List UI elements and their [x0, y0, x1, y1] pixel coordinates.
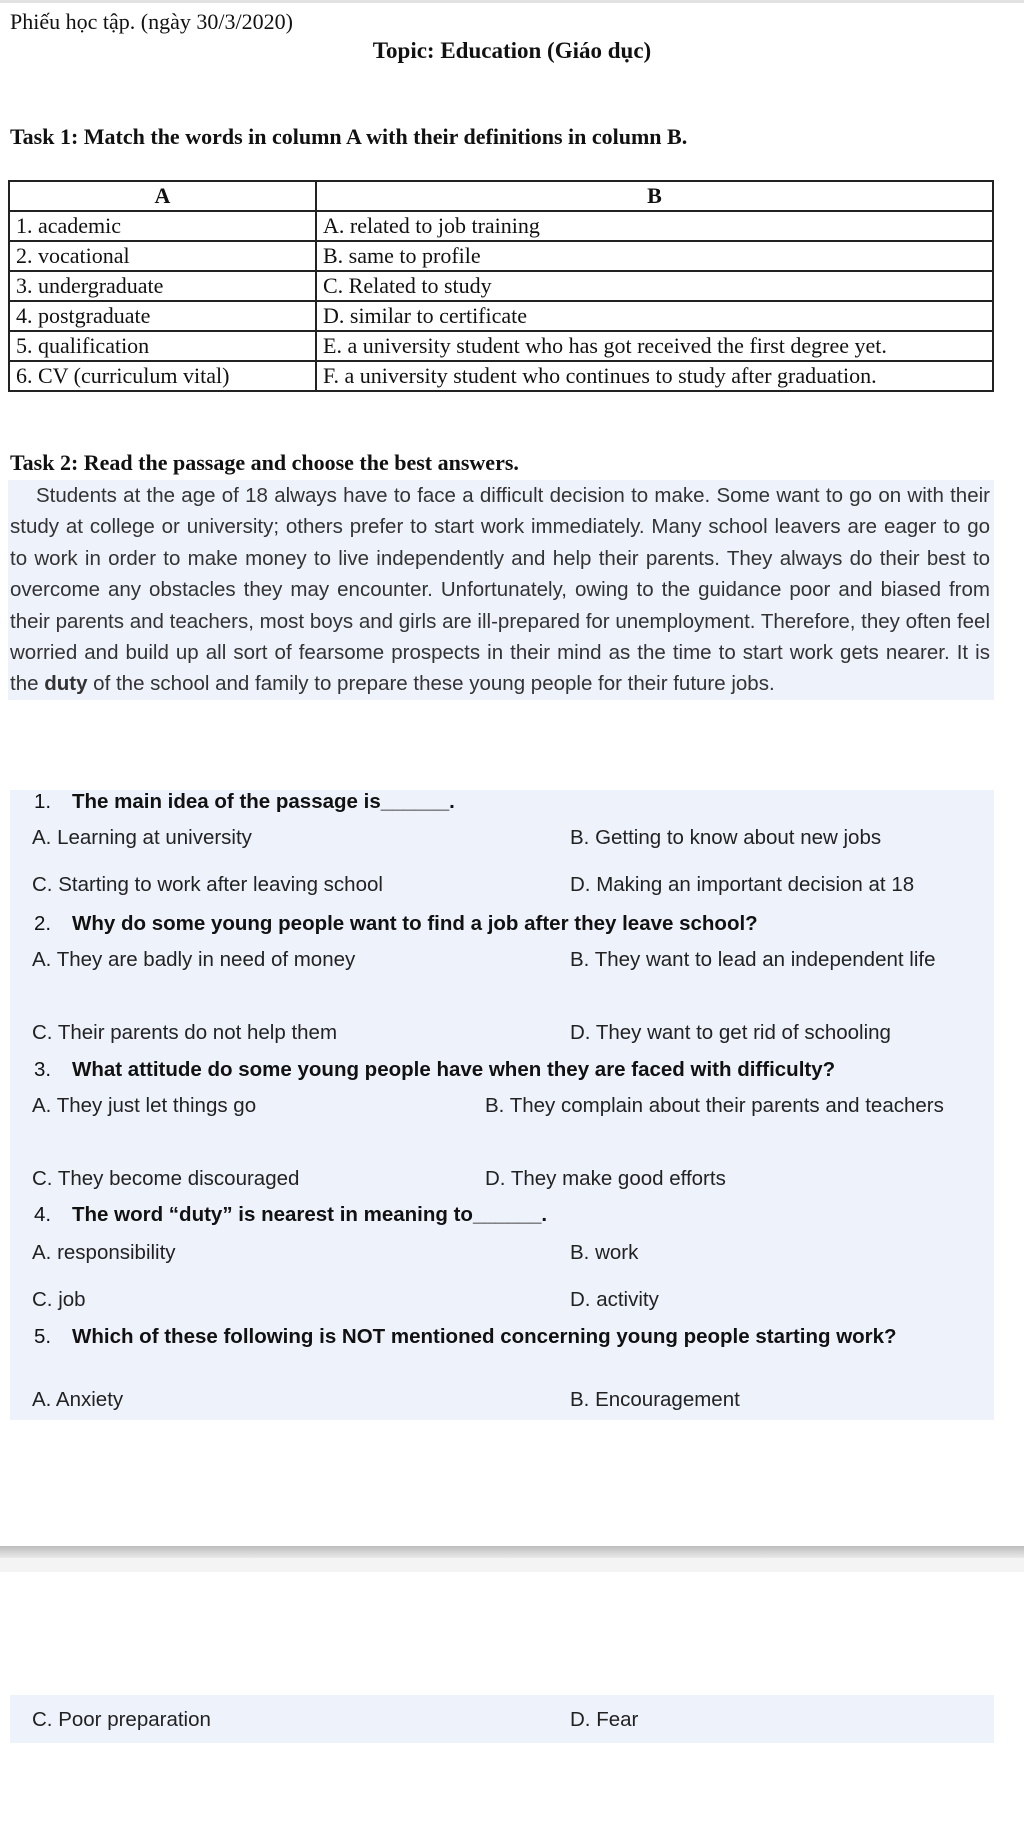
- definition-cell: D. similar to certificate: [316, 301, 993, 331]
- page-break-shadow: [0, 1558, 1024, 1572]
- question-text: Which of these following is NOT mentioned concerning young people starting work?: [72, 1325, 897, 1348]
- definition-cell: B. same to profile: [316, 241, 993, 271]
- word-cell: 2. vocational: [9, 241, 316, 271]
- question-number: 1.: [34, 790, 52, 813]
- task2-heading: Task 2: Read the passage and choose the best answers.: [10, 450, 519, 475]
- question-3: [34, 1058, 954, 1082]
- definition-cell: F. a university student who continues to study after graduation.: [316, 361, 993, 391]
- table-row: [9, 271, 993, 301]
- question-text: Why do some young people want to find a job after they leave school?: [72, 912, 758, 935]
- option-a: A. Anxiety: [32, 1388, 124, 1411]
- definition-cell: A. related to job training: [316, 211, 993, 241]
- option-c: C. Their parents do not help them: [32, 1021, 338, 1044]
- question-2: [34, 912, 954, 936]
- option-a: A. They are badly in need of money: [32, 948, 356, 971]
- option-c: C. Poor preparation: [32, 1708, 211, 1731]
- question-1: [34, 790, 954, 814]
- option-d: D. activity: [570, 1288, 659, 1311]
- questions-section: [10, 790, 994, 1420]
- worksheet-title: Phiếu học tập. (ngày 30/3/2020): [10, 9, 293, 34]
- option-d: D. They make good efforts: [485, 1167, 726, 1190]
- question-4: [34, 1203, 954, 1227]
- passage-text: Students at the age of 18 always have to face a difficult decision to make. Some want to go on with their study at college or university; others prefer to start work immediately. Many school leavers are eager to go to work in order to make money to live independently and help their parents. They always do their best to overcome any obstacles they may encounter. Unfortunately, owing to the guidance poor and biased from their parents and teachers, most boys and girls are ill-prepared for unemployment. Therefore, they often feel worried and build up all sort of fearsome prospects in their mind as the time to start work gets nearer. It is the: [10, 484, 990, 696]
- option-c: C. They become discouraged: [32, 1167, 300, 1190]
- option-b: B. Encouragement: [570, 1388, 740, 1411]
- option-d: D. Making an important decision at 18: [570, 873, 915, 896]
- table-row: [9, 361, 993, 391]
- option-c: C. job: [32, 1288, 86, 1311]
- option-c: C. Starting to work after leaving school: [32, 873, 383, 896]
- word-cell: 1. academic: [9, 211, 316, 241]
- question-text: The word “duty” is nearest in meaning to______.: [72, 1203, 548, 1226]
- option-a: A. They just let things go: [32, 1094, 257, 1117]
- option-b: B. They want to lead an independent life: [570, 948, 936, 971]
- question-5-continued: [10, 1695, 994, 1743]
- definition-cell: C. Related to study: [316, 271, 993, 301]
- question-number: 2.: [34, 912, 52, 935]
- task1-heading: Task 1: Match the words in column A with their definitions in column B.: [10, 124, 688, 149]
- topic-heading: Topic: Education (Giáo dục): [372, 38, 652, 63]
- option-a: A. Learning at university: [32, 826, 252, 849]
- page-top-border: [0, 0, 1024, 3]
- passage-keyword: duty: [44, 672, 88, 696]
- matching-table: [8, 180, 994, 392]
- passage-text: of the school and family to prepare these young people for their future jobs.: [87, 672, 775, 696]
- table-row: [9, 301, 993, 331]
- table-header-row: [9, 181, 993, 211]
- word-cell: 6. CV (curriculum vital): [9, 361, 316, 391]
- option-b: B. work: [570, 1241, 639, 1264]
- word-cell: 3. undergraduate: [9, 271, 316, 301]
- word-cell: 5. qualification: [9, 331, 316, 361]
- option-b: B. Getting to know about new jobs: [570, 826, 882, 849]
- question-text: The main idea of the passage is______.: [72, 790, 455, 813]
- question-number: 5.: [34, 1325, 52, 1348]
- option-d: D. They want to get rid of schooling: [570, 1021, 891, 1044]
- word-cell: 4. postgraduate: [9, 301, 316, 331]
- table-row: [9, 211, 993, 241]
- option-a: A. responsibility: [32, 1241, 176, 1264]
- column-b-header: B: [316, 181, 993, 211]
- question-number: 4.: [34, 1203, 52, 1226]
- page-break-divider: [0, 1546, 1024, 1558]
- reading-passage: [8, 480, 994, 700]
- option-b: B. They complain about their parents and teachers: [485, 1094, 944, 1117]
- column-a-header: A: [9, 181, 316, 211]
- question-text: What attitude do some young people have when they are faced with difficulty?: [72, 1058, 836, 1081]
- question-number: 3.: [34, 1058, 52, 1081]
- definition-cell: E. a university student who has got received the first degree yet.: [316, 331, 993, 361]
- table-row: [9, 241, 993, 271]
- table-row: [9, 331, 993, 361]
- question-5: [34, 1325, 954, 1349]
- option-d: D. Fear: [570, 1708, 639, 1731]
